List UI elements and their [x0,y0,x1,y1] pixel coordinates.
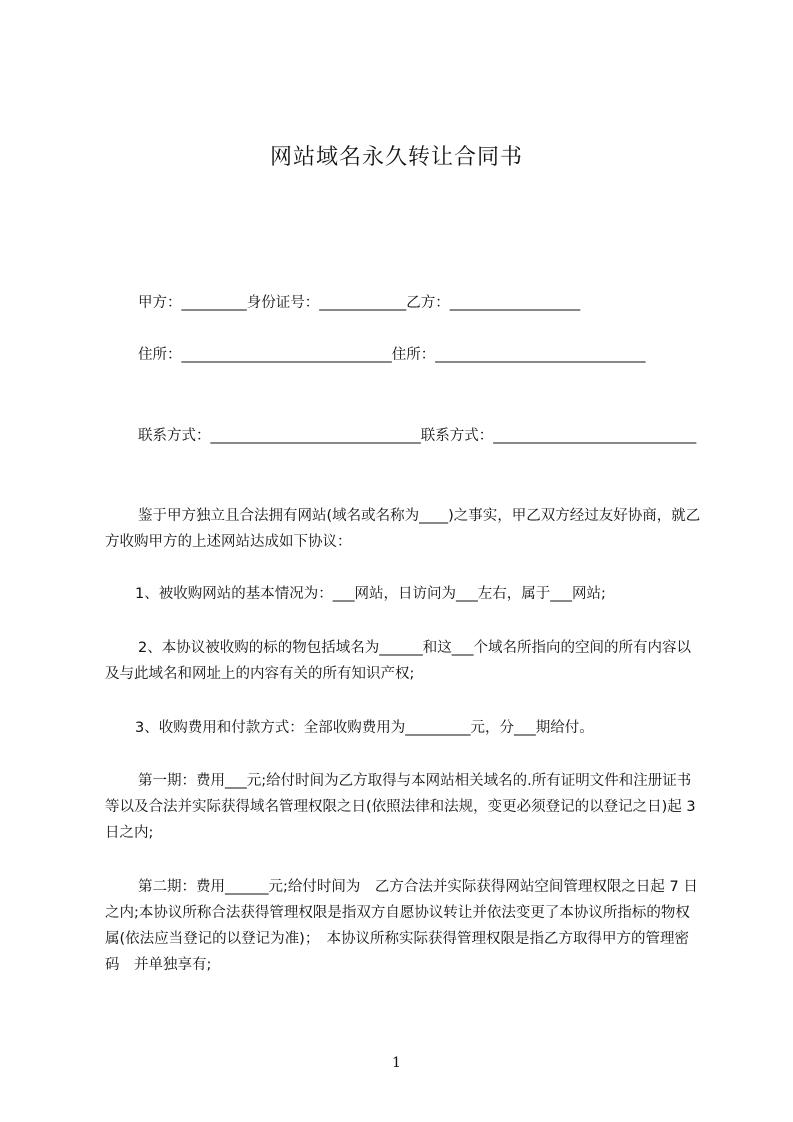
preamble-paragraph: 鉴于甲方独立且合法拥有网站(域名或名称为____)之事实，甲乙双方经过友好协商，就乙方收购甲方的上述网站达成如下协议： [105,508,701,550]
clause-2: 2、本协议被收购的标的物包括域名为______和这___个域名所指向的空间的所有内容以及与此域名和网址上的内容有关的所有知识产权; [105,640,691,682]
page-number: 1 [392,1055,401,1071]
parties-line: 甲方：_________身份证号：____________乙方：__________________ [138,295,581,311]
clause-3: 3、收购费用和付款方式：全部收购费用为_________元，分___期给付。 [135,720,594,736]
contact-line: 联系方式：_____________________________联系方式：____________________________ [138,428,697,444]
payment-phase-1: 第一期：费用___元;给付时间为乙方取得与本网站相关域名的.所有证明文件和注册证书等以及合法并实际获得域名管理权限之日(依照法律和法规，变更必须登记的以登记之日)起 3 日之内; [105,773,701,841]
document-title: 网站域名永久转让合同书 [269,145,523,170]
address-line: 住所：_____________________________住所：_____________________________ [138,347,646,363]
clause-1: 1、被收购网站的基本情况为：___网站，日访问为___左右，属于___网站; [135,586,606,602]
payment-phase-2: 第二期：费用______元;给付时间为 乙方合法并实际获得网站空间管理权限之日起 7 日之内;本协议所称合法获得管理权限是指双方自愿协议转让并依法变更了本协议所指标的物权属(依法应当登记的以登记为准)； 本协议所称实际获得管理权限是指乙方取得甲方的管理密码 并单独享有; [105,879,698,973]
